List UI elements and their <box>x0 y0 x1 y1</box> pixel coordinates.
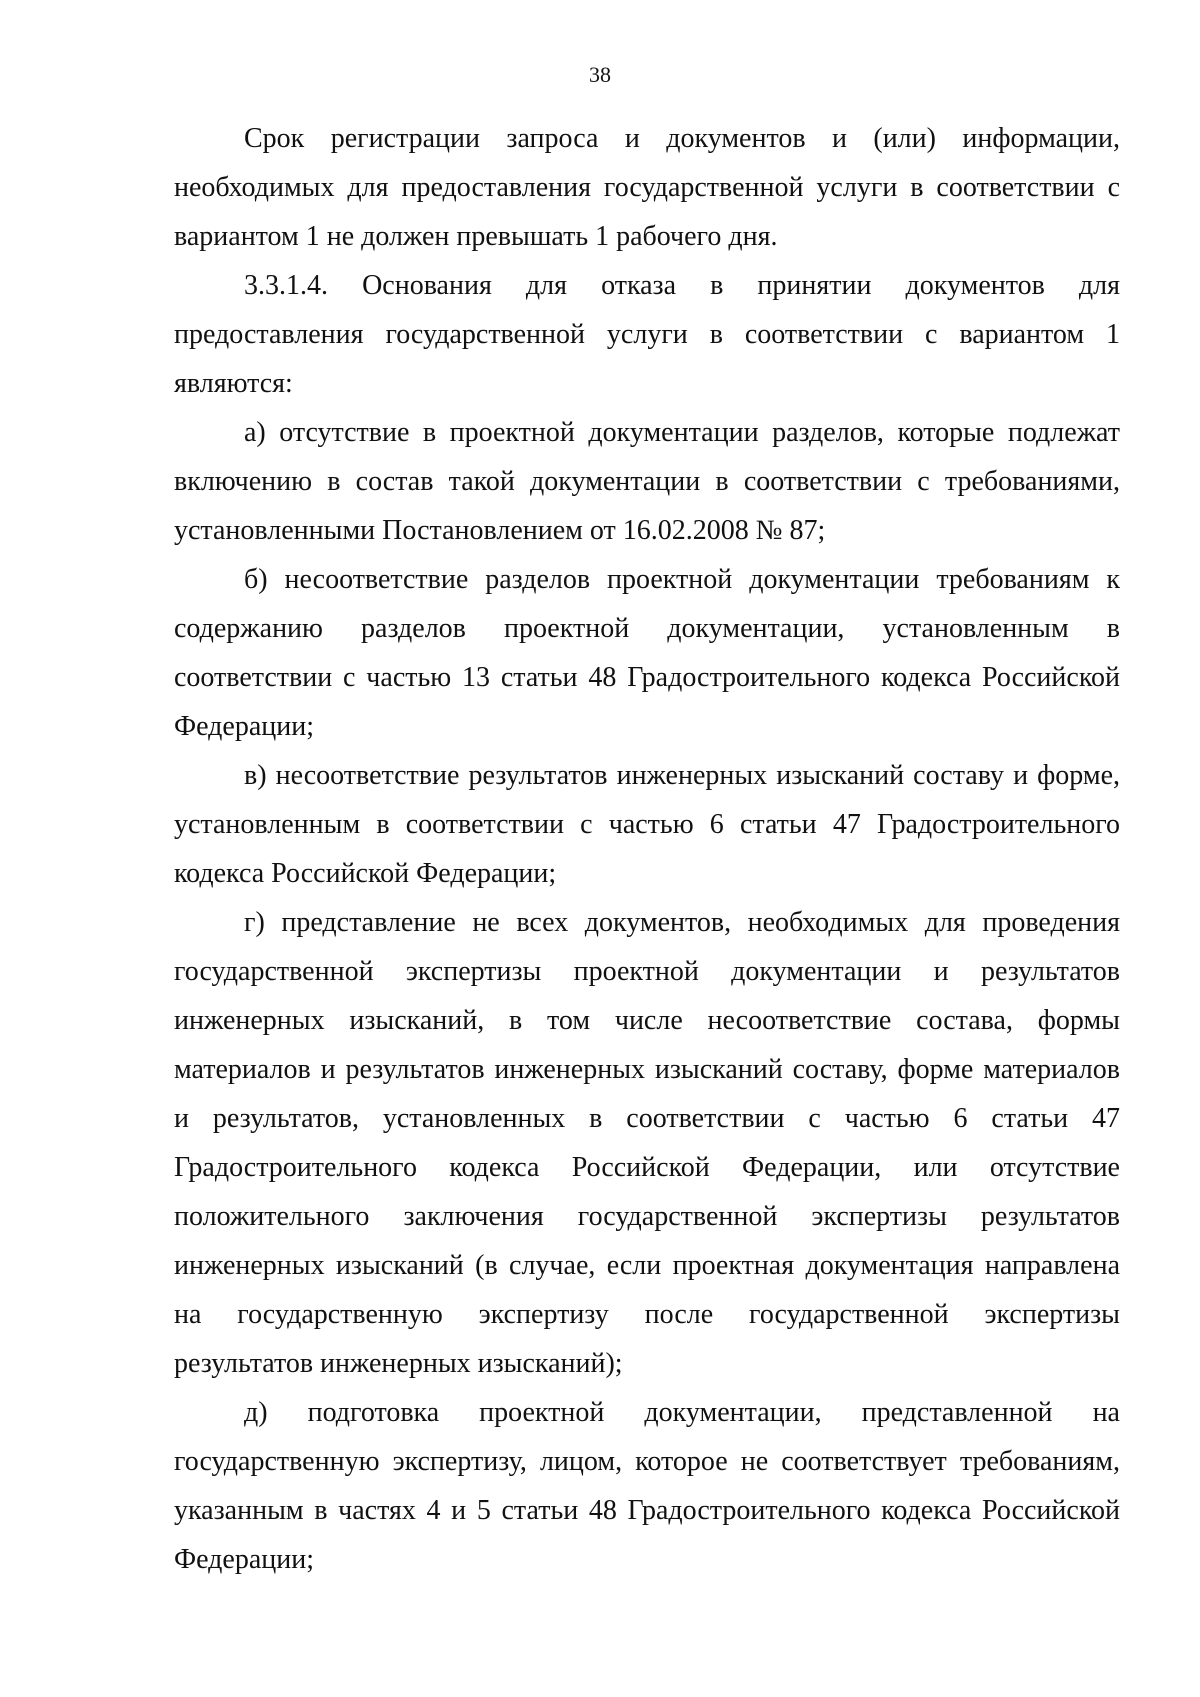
list-item-d: д) подготовка проектной документации, представленной на государственную экспертизу, лицом, которое не соответствует требованиям, указанным в частях 4 и 5 статьи 48 Градостроительного кодекса Российской Федерации; <box>174 1397 1120 1575</box>
paragraph-registration-term: Срок регистрации запроса и документов и (или) информации, необходимых для предоставления государственной услуги в соответствии с вариантом 1 не должен превышать 1 рабочего дня. <box>174 123 1120 252</box>
document-body <box>174 114 1120 1584</box>
paragraph-3-3-1-4-refusal-grounds: 3.3.1.4. Основания для отказа в принятии документов для предоставления государственной услуги в соответствии с вариантом 1 являются: <box>174 270 1120 399</box>
page-number: 38 <box>589 62 611 87</box>
list-item-g: г) представление не всех документов, необходимых для проведения государственной экспертизы проектной документации и результатов инженерных изысканий, в том числе несоответствие состава, формы материалов и результатов инженерных изысканий составу, форме материалов и результатов, установленных в соответствии с частью 6 статьи 47 Градостроительного кодекса Российской Федерации, или отсутствие положительного заключения государственной экспертизы результатов инженерных изысканий (в случае, если проектная документация направлена на государственную экспертизу после государственной экспертизы результатов инженерных изысканий); <box>174 907 1120 1379</box>
list-item-b: б) несоответствие разделов проектной документации требованиям к содержанию разделов проектной документации, установленным в соответствии с частью 13 статьи 48 Градостроительного кодекса Российской Федерации; <box>174 564 1120 742</box>
list-item-v: в) несоответствие результатов инженерных изысканий составу и форме, установленным в соответствии с частью 6 статьи 47 Градостроительного кодекса Российской Федерации; <box>174 760 1120 889</box>
list-item-a: а) отсутствие в проектной документации разделов, которые подлежат включению в состав такой документации в соответствии с требованиями, установленными Постановлением от 16.02.2008 № 87; <box>174 417 1120 546</box>
